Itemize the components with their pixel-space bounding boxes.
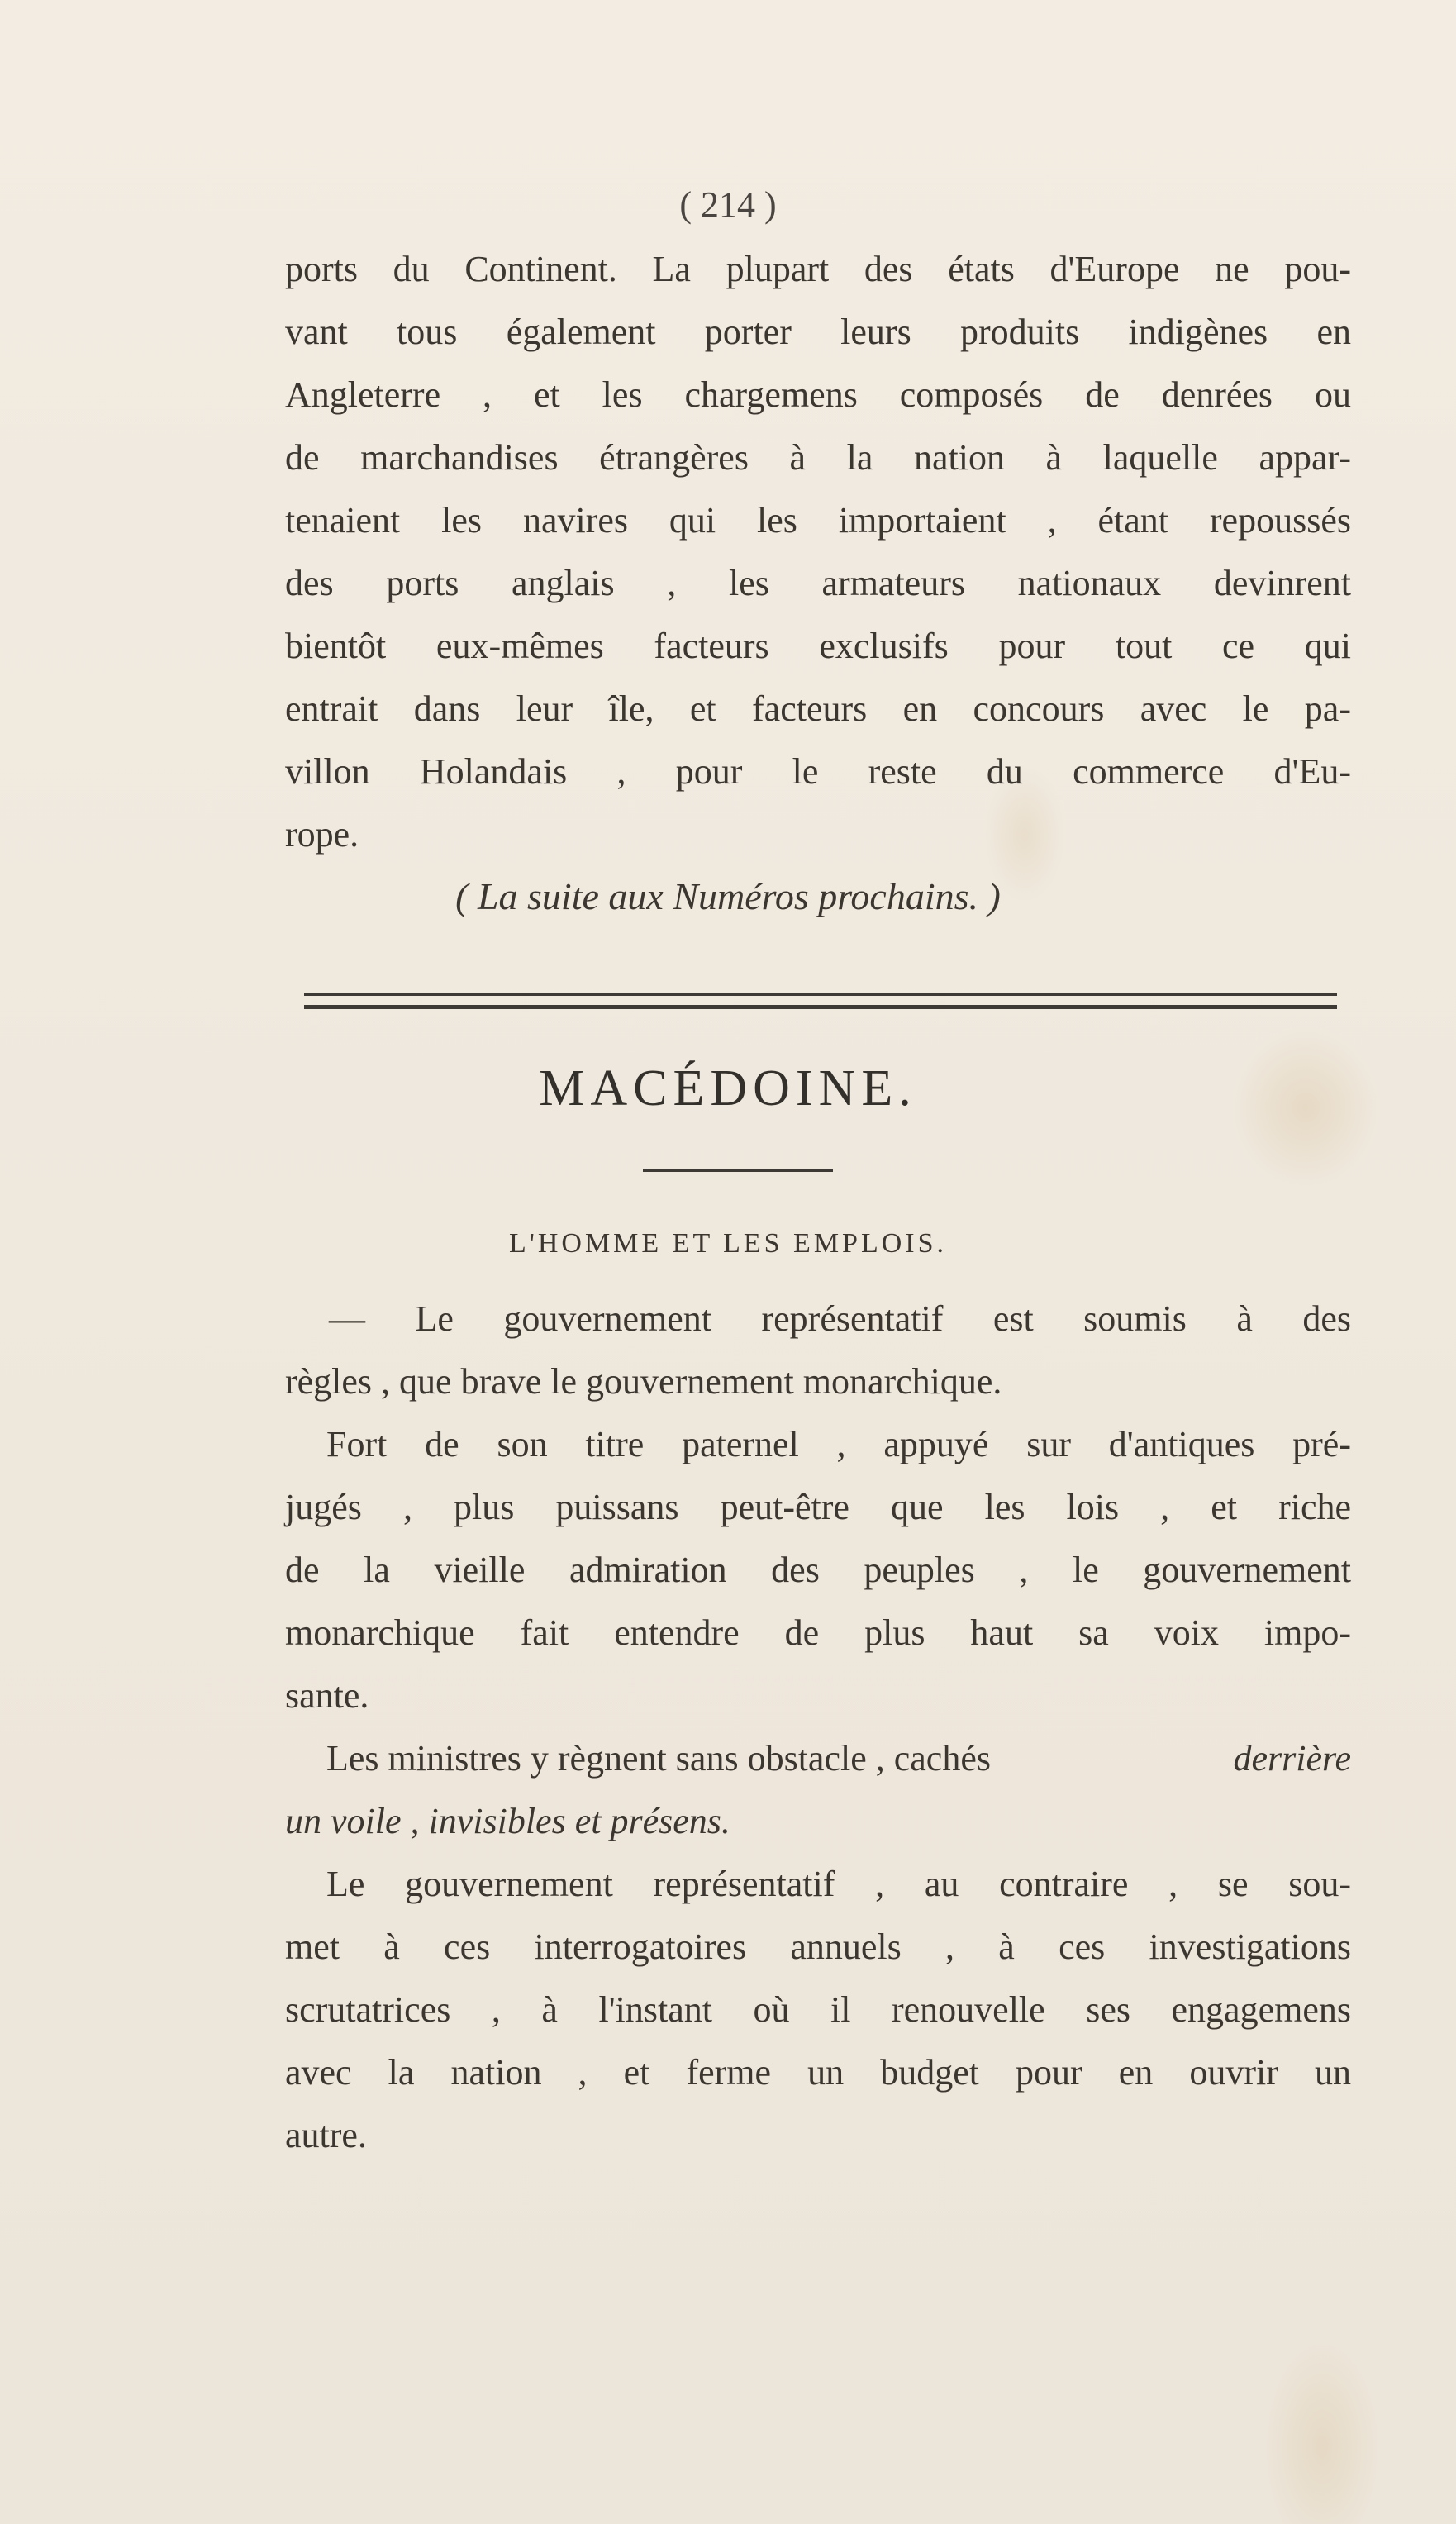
page-number: ( 214 ) <box>679 184 777 225</box>
text-line: autre. <box>285 2115 367 2155</box>
text-line: ports du Continent. La plupart des états d'Europe ne pou- <box>285 249 1351 289</box>
text-line: règles , que brave le gouvernement monarchique. <box>285 1361 1002 1402</box>
text-line: entrait dans leur île, et facteurs en concours avec le pa- <box>285 688 1351 729</box>
title-underline <box>643 1169 833 1172</box>
text-line: tenaient les navires qui les importaient , étant repoussés <box>285 500 1351 541</box>
text-line: scrutatrices , à l'instant où il renouvelle ses engagemens <box>285 1989 1351 2030</box>
text-line: bientôt eux-mêmes facteurs exclusifs pour tout ce qui <box>285 626 1351 666</box>
text-line: avec la nation , et ferme un budget pour en ouvrir un <box>285 2052 1351 2093</box>
text-line: Fort de son titre paternel , appuyé sur d'antiques pré- <box>326 1424 1351 1464</box>
section-subtitle: L'HOMME ET LES EMPLOIS. <box>508 1228 948 1259</box>
text-line: de marchandises étrangères à la nation à laquelle appar- <box>285 437 1351 478</box>
text-line: met à ces interrogatoires annuels , à ces investigations <box>285 1926 1351 1967</box>
text-span: Les ministres y règnent sans obstacle , cachés <box>326 1738 991 1779</box>
section-title: MACÉDOINE. <box>539 1060 917 1117</box>
text-line: des ports anglais , les armateurs nationaux devinrent <box>285 563 1351 603</box>
text-span-italic: derrière <box>1233 1738 1351 1779</box>
text-line: de la vieille admiration des peuples , le gouvernement <box>285 1550 1351 1590</box>
continuation-note: ( La suite aux Numéros prochains. ) <box>455 875 1001 917</box>
text-line-italic: un voile , invisibles et présens. <box>285 1801 730 1841</box>
text-line: rope. <box>285 814 359 855</box>
text-line: Le gouvernement représentatif , au contraire , se sou- <box>326 1864 1351 1904</box>
text-line: jugés , plus puissans peut-être que les lois , et riche <box>285 1487 1351 1527</box>
section-rule-top <box>304 993 1337 996</box>
text-line: Angleterre , et les chargemens composés de denrées ou <box>285 374 1351 415</box>
text-line: vant tous également porter leurs produits indigènes en <box>285 312 1351 352</box>
text-line: villon Holandais , pour le reste du commerce d'Eu- <box>285 751 1351 792</box>
text-line <box>326 1737 1351 1779</box>
section-rule-bottom <box>304 1005 1337 1009</box>
text-line: — Le gouvernement représentatif est soumis à des <box>329 1298 1351 1339</box>
text-line: monarchique fait entendre de plus haut sa voix impo- <box>285 1612 1351 1653</box>
text-line: sante. <box>285 1675 369 1716</box>
